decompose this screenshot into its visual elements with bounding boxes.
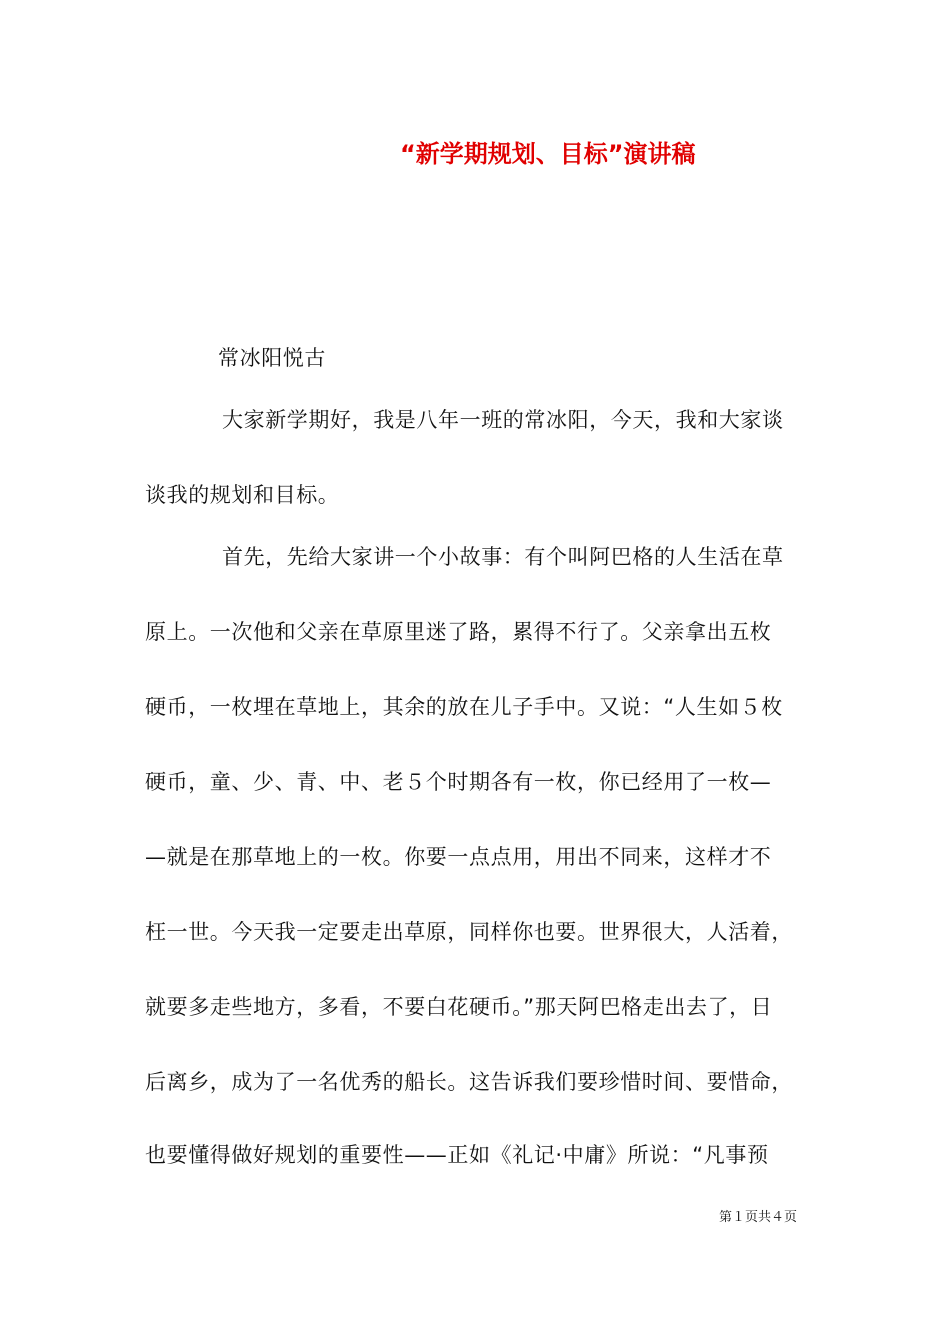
paragraph-line: 原上。一次他和父亲在草原里迷了路，累得不行了。父亲拿出五枚: [145, 620, 772, 644]
paragraph-line: 硬币，一枚埋在草地上，其余的放在儿子手中。又说：“人生如５枚: [145, 695, 783, 719]
page-title: “新学期规划、目标”演讲稿: [400, 140, 696, 168]
paragraph-line: 谈我的规划和目标。: [145, 483, 340, 507]
paragraph-line: 也要懂得做好规划的重要性——正如《礼记·中庸》所说：“凡事预: [145, 1143, 769, 1167]
page-number: 第１页共４页: [719, 1210, 798, 1225]
paragraph-line: 后离乡，成为了一名优秀的船长。这告诉我们要珍惜时间、要惜命，: [145, 1070, 793, 1094]
paragraph-line: 枉一世。今天我一定要走出草原，同样你也要。世界很大，人活着，: [145, 920, 793, 944]
paragraph-line: 首先，先给大家讲一个小故事：有个叫阿巴格的人生活在草: [222, 545, 784, 569]
paragraph-line: —就是在那草地上的一枚。你要一点点用，用出不同来，这样才不: [145, 845, 772, 869]
paragraph-line: 硬币，童、少、青、中、老５个时期各有一枚，你已经用了一枚—: [145, 770, 772, 794]
author-line: 常冰阳悦古: [218, 346, 326, 370]
paragraph-line: 大家新学期好，我是八年一班的常冰阳，今天，我和大家谈: [222, 408, 784, 432]
paragraph-line: 就要多走些地方，多看，不要白花硬币。”那天阿巴格走出去了，日: [145, 995, 773, 1019]
